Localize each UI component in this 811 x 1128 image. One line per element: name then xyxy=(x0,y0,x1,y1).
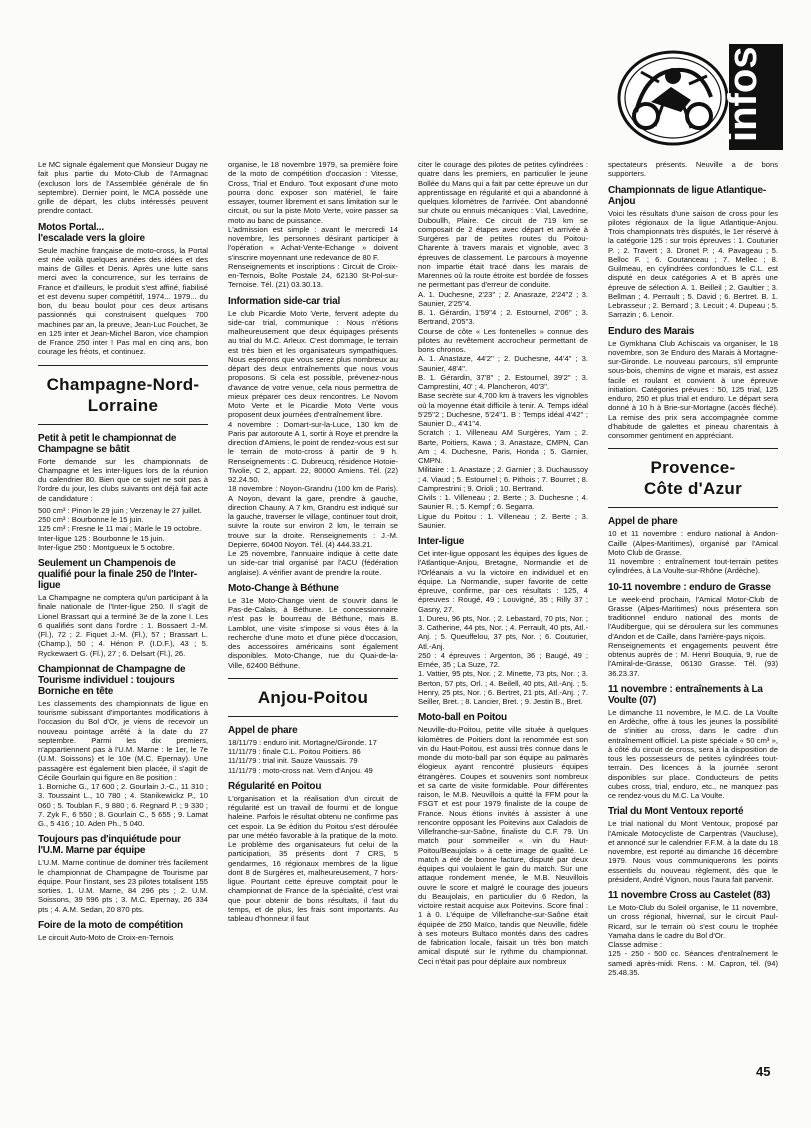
heading-inter-ligue: Inter-ligue xyxy=(418,536,465,547)
heading-regularite: Régularité en Poitou xyxy=(228,780,322,792)
appel-anjou-list: 18/11/79 : enduro init. Mortagne/Gironde. 17 11/11/79 : finale C.L. Poitou Poitiers. 86 11/11/79 : trial init. Sauze Vaussais. 79 11/11/79 : moto-cross nat. Vern d'Anjou. 49 xyxy=(228,737,377,775)
appel-provence-paragraph: 10 et 11 novembre : enduro national à Andon-Caille (Alpes-Maritimes), organisé par l'Amical Moto Club de Grasse. 11 novembre : entraînement tout-terrain petites cylindrées, à La Voulte-sur-Rhône (Ardèche). xyxy=(608,529,778,576)
heading-enduro-marais: Enduro des Marais xyxy=(608,325,695,337)
infos-logo xyxy=(611,42,787,154)
heading-moto-change: Moto-Change à Béthune xyxy=(228,582,339,594)
toujours-paragraph: L'U.M. Marne continue de dominer très facilement le championnat de Champagne de Tourisme par équipe. Pour l'instant, ses 23 pilotes totalisent 155 sorties. 1. U.M. Marne, 84 296 pts ; 2. U.M. Soissons, 39 596 pts ; 3. M.C. Epernay, 26 334 pts ; 4. A.M. Sedan, 20 870 pts. xyxy=(38,858,208,914)
column-2 xyxy=(228,160,398,1072)
heading-championnats-ligue: Championnats de ligue Atlantique-Anjou xyxy=(608,184,767,207)
heading-ventoux: Trial du Mont Ventoux reporté xyxy=(608,806,744,818)
column-3 xyxy=(418,160,588,1072)
side-car-paragraph: Le club Picardie Moto Verte, fervent adepte du side-car trial, communique : Nous n'étions malheureusement que deux équipages présents au trial du M.C. Arleux. C'est dommage, le terrain est très bien et les organisateurs sympathiques. Nous espérons que vous serez plus nombreux au départ des deux entraînements que nous vous proposons. Si cela est possible, prévenez-nous d'avance de votre venue, cela nous permettra de mieux préparer ces deux rencontres. Le Novom Moto Verte et le Picardie Moto Verte vous proposent deux journées d'entraînement libre. 4 novembre : Domart-sur-la-Luce, 130 km de Paris par autoroute A 1, sortir à Roye et prendre la direction d'Amiens, le point de rendez-vous est sur le terrain de moto-cross à partir de 9 h. Renseignements : C. Dubreucq, résidence Hotoie-Tivolie, C 2, appart. 22, 80000 Amiens. Tél. (22) 92.24.50. 18 novembre : Noyon-Grandru (100 km de Paris). A Noyon, devant la gare, prendre à gauche, direction Chauny. A 7 km, Grandru est indiqué sur la gauche, traverser le village, continuer tout droit, suivre la route sur environ 2 km, le terrain se trouve sur la droite. Renseignements : J.-M. Depierre, 60400 Noyon. Tél. (4) 444.33.21. Le 25 novembre, l'annuaire indique à cette date un side-car trial organisé par l'ACU (fédération anglaise). A vérifier avant de prendre la route. xyxy=(228,308,398,577)
heading-appel-anjou: Appel de phare xyxy=(228,724,298,736)
page-number: 45 xyxy=(756,1064,771,1079)
heading-toujours: Toujours pas d'inquiétude pour l'U.M. Marne par équipe xyxy=(38,834,181,857)
motorcycle-rider-illustration-icon xyxy=(611,42,787,154)
grasse-paragraph: Le week-end prochain, l'Amical Motor-Club de Grasse (Alpes-Maritimes) nous présentera son traditionnel enduro national des monts de l'Audibergue, qui se déroulera sur les communes d'Andon et de Caille, dans l'arrière-pays niçois. Renseignements et engagements peuvent être obtenus auprès de : M. Henri Bouquia, 9, rue de l'Amiral-de-Grasse, 06130 Grasse. Tél. (93) 36.23.37. xyxy=(608,594,778,678)
heading-voulte: 11 novembre : entraînements à La Voulte (07) xyxy=(608,683,763,706)
ventoux-paragraph: Le trial national du Mont Ventoux, proposé par l'Amicale Motocycliste de Carpentras (Vaucluse), et annoncé sur le calendrier F.F.M. à la date du 18 novembre, est reporté au dimanche 16 décembre 1979. Nous vous communiquerons les points essentiels du nouveau règlement, dès que le président, André Vignon, nous l'aura fait parvenir. xyxy=(608,819,778,884)
heading-castelet: 11 novembre Cross au Castelet (83) xyxy=(608,890,771,901)
castelet-paragraph: Le Moto-Club du Soleil organise, le 11 novembre, un cross régional, hivernal, sur le circuit Paul-Ricard, sur le terrain où s'est couru le trophée Yamaha dans le cadre du Bol d'Or. Classe admise : 125 - 250 - 500 cc. Séances d'entraînement le samedi après-midi. Rens. : M. Capron, tél. (94) 25.48.35. xyxy=(608,903,778,977)
foire-continued: organise, le 18 novembre 1979, sa première foire de la moto de compétition d'occasion : Vitesse, Cross, Trial et Enduro. Tout exposant d'une moto pourra donc exposer son matériel, le faire essayer, tourner librement et sans limitation sur le circuit, ou sur la piste Moto Verte, voire passer sa moto au banc de puissance. L'admission est simple : avant le mercredi 14 novembre, les personnes désirant participer à l'opération « Achat-Vente-Echange » doivent s'inscrire moyennant une redevance de 80 F. Renseignements et inscriptions : Circuit de Croix-en-Ternois, Boîte Postale 24, 62130 St-Pol-sur-Ternoise. Tél. (21) 03.30.13. xyxy=(228,160,398,290)
dates-list: 500 cm³ : Pinon le 29 juin ; Verzenay le 27 juillet. 250 cm³ : Bourbonne le 15 juin. 125 cm³ : Fresne le 11 mai ; Marle le 19 octobre. Inter-ligue 125 : Bourbonne le 15 juin. Inter-ligue 250 : Montgueux le 5 octobre. xyxy=(38,505,202,552)
moto-ball-continued: spectateurs présents. Neuville a de bons supporters. xyxy=(608,160,778,179)
voulte-paragraph: Le dimanche 11 novembre, le M.C. de La Voulte en Ardèche, offre à tous les jeunes la possibilité de s'initier au cross, dans le cadre d'un entraînement officiel. La piste spéciale « 50 cm³ », à côté du circuit de cross, sera à la disposition de tous les possesseurs de petites cylindrées tout-terrain. Des licences à la journée seront disponibles sur place. Conducteurs de petits cubes cross, trial, enduro, etc., ne manquez pas ce rendez-vous du M.C. La Voulte. xyxy=(608,707,778,800)
petit-paragraph: Forte demande sur les championnats de Champagne et les inter-ligues lors de la réunion du calendrier 80. Bien que ce sujet ne soit pas à l'ordre du jour, les clubs suivants ont déjà fait acte de candidature : xyxy=(38,456,208,503)
foire-paragraph: Le circuit Auto-Moto de Croix-en-Ternois xyxy=(38,932,174,942)
heading-portal-b: l'escalade vers la gloire xyxy=(38,232,145,244)
column-1 xyxy=(38,160,208,1072)
portal-paragraph: Seule machine française de moto-cross, la Portal est née voilà quelques années des idées et des mains de Gilles et Denis. Après une lutte sans merci avec la concurrence, sur les terrains de France et d'ailleurs, le produit s'est affiné, fiabilisé et est devenu super compétitif, 1974... 1979... du bon, du beau boulot pour ces deux artisans passionnés qui construisent quelques 700 machines par an, la preuve, Jean-Luc Fouchet, 3e en 125 inter et Jean-Michel Baron, vice champion de France 250 inter ! Pas mal en cinq ans, bon courage les fréots, et continuez. xyxy=(38,245,208,357)
seulement-paragraph: La Champagne ne comptera qu'un participant à la finale nationale de l'Inter-ligue 250. Il s'agit de Lionel Brassart qui a terminé 3e de la zone I. Les 6 qualifiés sont dans l'ordre : 1. Bossaert J.-M. (Fl.), 72 ; 2. Fiquet J.-M. (Fl.), 57 ; Brassart L. (Champ.), 50 ; 4. Hénon P. (I.D.F.), 43 ; 5. Ryckewaert G. (Fl.), 27 ; 6. Delsart (Fl.), 26. xyxy=(38,593,208,658)
championnats-ligue-paragraph: Voici les résultats d'une saison de cross pour les pilotes régionaux de la ligue Atlantique-Anjou. Trois championnats très disputés, le 1er réservé à la catégorie 125 : sur trois épreuves : 1. Couturier P. ; 2. Travert ; 3. Dronet P. ; 4. Pavageau ; 5. Belloc F. ; 6. Coutanceau ; 7. Mellec ; 8. Guilmeau, en cylindrées confondues le C.L. est disputé en deux catégories A et B après une épreuve de sélection A. 1. Beilleil ; 2. Gaultier ; 3. Bellman ; 4. Perrault ; 5. David ; 6. Bertret. B. 1. Lebrasseur ; 2. Bernard ; 3. Lecuit ; 4. Dupeau ; 5. Sarrazin ; 6. Lenoir. xyxy=(608,208,778,320)
regularite-paragraph: L'organisation et la réalisation d'un circuit de régularité est un travail de fourmi et de longue haleine. Parfois le résultat obtenu ne confirme pas cet espoir. La 9e édition du Poitou s'est déroulée par une météo favorable à la pratique de la moto. Le problème des organisateurs fut celui de la participation, 35 présents dont 7 CRS, 5 gendarmes, 16 régionaux membres de la ligue dont 8 de Surgères et, malheureusement, 7 hors-ligue. Pourtant cette épreuve comptait pour le championnat de France de la spécialité, c'est vrai que pour obtenir de bons résultats, il faut du temps, et de plus, les frais sont importants. Au tableau d'honneur il faut xyxy=(228,793,398,923)
heading-portal xyxy=(38,222,208,244)
region-provence-b: Côte d'Azur xyxy=(643,479,742,499)
moto-ball-paragraph: Neuville-du-Poitou, petite ville située à quelques kilomètres de Poitiers dont la renommée est son vin du Haut-Poitou, est aussi très connue dans le monde du moto-ball par son équipe au palmarès élogieux ayant rencontré plusieurs équipes étrangères. Coupes et souvenirs sont nombreux et sa carte de visite formidable. Pour différentes raison, le M.B. Neuvillois a quitté la FFM pour la FSGT et est pour 1979 finaliste de la coupe de France. Nous étions invités à assister à une rencontre opposant les Poitevins aux Caladois de Villefranche-sur-Saône, finaliste du C.F. 79. Un match pour sommeiller « vin du Haut-Poitou/Beaujolais » à cette image de qualité. Le match a été de bonne facture, disputé par deux équipes qui voulaient le gain du match. Sur une attaque rondement menée, le M.B. Neuvillois ouvre le score et malgré le courage des joueurs du Beaujolais, en particulier du 6 Redon, la victoire restait acquise aux Poitevins. Score final : 1 à 0. L'équipe de Villefranche-sur-Saône était équipée de 250 Maïco, tandis que Neuville, fidèle à ses moteurs Bultaco montés dans des cadres de fabrication locale, faisait un très bon match amical disputé sur le rythme du championnat. Ceci n'était pas pour déplaire aux nombreux xyxy=(418,725,588,966)
heading-championnat: Championnat de Champagne de Tourisme individuel : toujours Borniche en tête xyxy=(38,663,186,697)
heading-moto-ball: Moto-ball en Poitou xyxy=(418,712,507,724)
logo-text: infos xyxy=(721,46,765,142)
heading-appel-provence: Appel de phare xyxy=(608,516,678,528)
championnat-paragraph: Les classements des championnats de ligue en tourisme subissant d'importantes modifications à l'occasion du Bol d'Or, je viens de recevoir un nouveau pointage arrêté à la date du 27 septembre. Parmi les dix premiers, n'appartiennent pas à l'U.M. Marne : le 1er, le 7e (U.M. Soissons) et le 10e (M.C. Epernay). Une passagère est également bien placée, il s'agit de Cécile Gourlain qui figure en 8e position : 1. Borniche G., 17 600 ; 2. Gourlain J.-C., 11 310 ; 3. Toussaint L., 10 780 ; 4. Stanikewickz P., 10 060 ; 5. Toublan F., 9 880 ; 6. Regnard P. ; 9 330 ; 7. Zyk F., 6 550 ; 8. Gourlain C., 5 655 ; 9. Lamat G., 5 416 ; 10. Aden Ph., 5 040. xyxy=(38,698,208,828)
region-provence-a: Provence- xyxy=(650,458,736,478)
region-heading-provence xyxy=(608,448,778,508)
heading-side-car: Information side-car trial xyxy=(228,295,341,307)
moto-change-paragraph: Le 31e Moto-Change vient de s'ouvrir dans le Pas-de-Calais, à Béthune. Le concessionnaire n'est pas le bourreau de Béthune, mais B. Lamblot, une visite s'impose si vous êtes à la recherche d'une moto et d'une pièce d'occasion, des accessoires américains sont également disponibles. Moto-Change, rue du Quai-de-la-Ville, 62400 Béthune. xyxy=(228,595,398,670)
heading-grasse: 10-11 novembre : enduro de Grasse xyxy=(608,581,771,593)
column-4 xyxy=(608,160,778,1072)
heading-petit: Petit à petit le championnat de Champagne se bâtit xyxy=(38,432,177,455)
region-heading-anjou: Anjou-Poitou xyxy=(228,678,398,717)
heading-foire: Foire de la moto de compétition xyxy=(38,919,183,931)
heading-seulement: Seulement un Champenois de qualifié pour la finale 250 de l'Inter-ligue xyxy=(38,558,198,591)
enduro-marais-paragraph: Le Gymkhana Club Achiscais va organiser, le 18 novembre, son 3e Enduro des Marais à Mortagne-sur-Gironde. Le nouveau parcours, s'il emprunte sous-bois, chemins de vigne et marais, est assez facile et roulant et convient à une épreuve initiation. Catégories prévues : 50, 125 trial, 125 enduro, 250 et plus trial et enduro. Le départ sera donné à 10 h à Brie-sur-Mortagne (accès fléché). La remise des prix sera accompagnée comme d'habitude de galettes et pineau charentais à consommer gentiment en appréciant. xyxy=(608,338,778,440)
region-heading-champagne: Champagne-Nord-Lorraine xyxy=(38,365,208,425)
regularite-continued: citer le courage des pilotes de petites cylindrées : quatre dans les premiers, en particulier le jeune Bollée du Mans qui a fait par cette épreuve un dur apprentissage en régularité et qui a abandonné à quelques kilomètres de l'arrivée. Ont abandonné sur chute ou ennuis mécaniques : Vial, Lavedrine, Duboullh, Plaire. Ce circuit de 719 km se composait de 2 étapes avec départ et arrivée à Surgères par de petites routes du Poitou-Charente à travers marais et vignoble, avec 3 épreuves de classement. Le parcours à moyenne non impartie était tracé dans les marais de Marennes où la route étroite est bordée de fosses ne permettant pas d'erreur de conduite. A. 1. Duchesne, 2'23'' ; 2. Anasraze, 2'24''2 ; 3. Saunier, 2'25''4. B. 1. Gérardin, 1'59''4 ; 2. Estournel, 2'06'' ; 3. Bertrand, 2'05''3. Course de côte « Les fontenelles » connue des pilotes au revêtement accrocheur permettant de bons chronos. A. 1. Anastaze, 44'2'' ; 2. Duchesne, 44'4'' ; 3. Saunier, 48'4''. B. 1. Gérardin, 37'8'' ; 2. Estournel, 39'2'' ; 3. Camprestini, 40' ; 4. Plancheron, 40'3''. Base secrète sur 4,700 km à travers les vignobles où la moyenne était difficile à tenir. A. Temps idéal 5'25''2 ; Duchesne, 5'24''1. B : Temps idéal 4'42'' ; Saunier D., 4'41''4. Scratch : 1. Villeneau AM Surgères, Yam ; 2. Barte, Poitiers, Kawa ; 3. Anastaze, CMPN, Can Am ; 4. Duchesne, Paris, Honda ; 5. Garnier, CMPN. Militaire : 1. Anastaze ; 2. Garnier ; 3. Duchaussoy ; 4. Viaud ; 5. Estournel ; 6. Pithois ; 7. Bourret ; 8. Camprestrini ; 9. Orioli ; 10. Bertrand. Civils : 1. Villeneau ; 2. Berte ; 3. Duchesne ; 4. Saunier R. ; 5. Kempf ; 6. Segarra. Ligue du Poitou : 1. Villeneau ; 2. Berte ; 3. Saunier. xyxy=(418,160,588,530)
intro-paragraph: Le MC signale également que Monsieur Dugay ne fait plus partie du Moto-Club de l'Armagnac (excluson lors de l'Assemblée générale de fin septembre). Dernier point, le MCA possède une grille de départ, les clubs intéressés peuvent prendre contact. xyxy=(38,160,208,216)
heading-portal-a: Motos Portal... xyxy=(38,221,104,233)
inter-ligue-paragraph: Cet inter-ligue opposant les équipes des ligues de l'Atlantique-Anjou, Bretagne, Normandie et de l'Orléanais a vu la victoire en individuel et en équipe. La Normandie, super favorite de cette épreuve, confirme, par ces résultats : 125, 4 épreuves : Rougé, 49 ; Louvigné, 35 ; Rilly 37 ; Gasny, 27. 1. Dureu, 96 pts, Nor. ; 2. Lebastard, 70 pts, Nor. ; 3. Catherine, 44 pts, Nor. ; 4. Perrault, 40 pts, Atl.-Anj. ; 5. Queuffelou, 37 pts, Nor. ; 6. Couturier, Atl.-Anj. 250 : 4 épreuves : Argenton, 36 ; Baugé, 49 ; Ernée, 35 ; La Suze, 72. 1. Vattier, 95 pts, Nor. ; 2. Minette, 73 pts, Nor. ; 3. Berton, 57 pts, Orl. ; 4. Beilell, 40 pts, Atl.-Anj. ; 5. Henry, 25 pts, Nor. ; 6. Bertret, 21 pts, Atl.-Anj. ; 7. Seiller, Bret. ; 8. Lancier, Bret. ; 9. Jestin B., Bret. xyxy=(418,549,588,706)
